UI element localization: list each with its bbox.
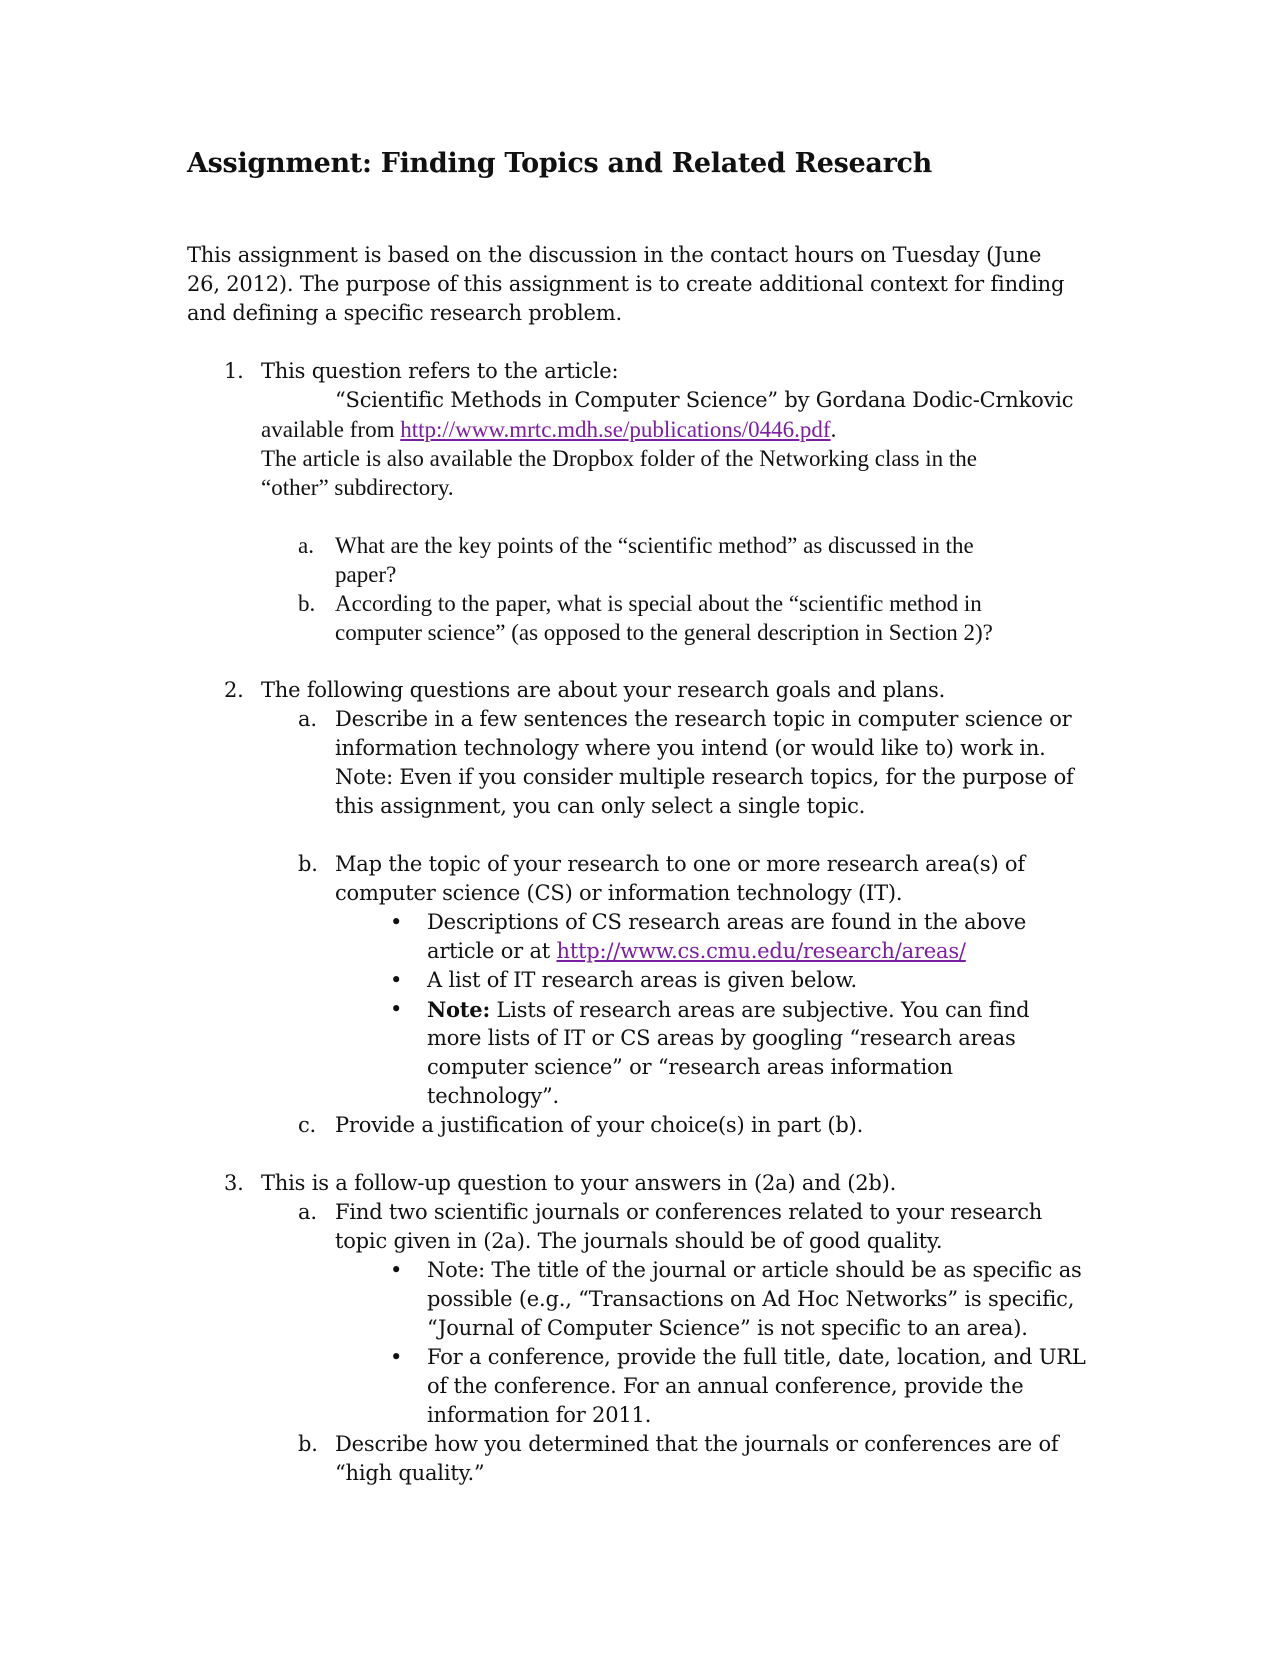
q1b-text: According to the paper, what is special about the “scientific method in (335, 591, 982, 616)
q3b-label: b. (298, 1432, 318, 1456)
q2a-text: information technology where you intend (or would like to) work in. (335, 736, 1046, 760)
q1-article-title: “Scientific Methods in Computer Science” by Gordana Dodic-Crnkovic (335, 388, 1074, 412)
q1a-label: a. (298, 533, 314, 558)
q3a-label: a. (298, 1200, 317, 1224)
q2b-bullet-text: technology”. (427, 1084, 559, 1108)
q3a-text: Find two scientific journals or conferences related to your research (335, 1200, 1043, 1224)
intro-line: This assignment is based on the discussion in the contact hours on Tuesday (June (187, 243, 1042, 267)
q1-available-suffix: . (830, 417, 837, 442)
bullet-icon: • (390, 968, 403, 992)
q2b-text: Map the topic of your research to one or more research area(s) of (335, 852, 1025, 876)
q2b-label: b. (298, 852, 318, 876)
bullet-icon: • (390, 1258, 403, 1282)
q1b-text: computer science” (as opposed to the general description in Section 2)? (335, 620, 993, 645)
article-pdf-link[interactable]: http://www.mrtc.mdh.se/publications/0446.pdf (400, 417, 831, 442)
q1b-label: b. (298, 591, 316, 616)
q2b-bullet-text (427, 995, 1029, 1025)
q3b-text: Describe how you determined that the journals or conferences are of (335, 1432, 1059, 1456)
q2b-bullet-text: more lists of IT or CS areas by googling “research areas (427, 1026, 1016, 1050)
q1-dropbox-line: The article is also available the Dropbox folder of the Networking class in the (261, 446, 977, 471)
q2c-label: c. (298, 1113, 317, 1137)
q2b-bullet-text (427, 937, 966, 966)
q2-number: 2. (224, 678, 244, 702)
q2b-bullet-text: A list of IT research areas is given below. (427, 968, 857, 992)
q3a-text: topic given in (2a). The journals should be of good quality. (335, 1229, 943, 1253)
q1a-text: What are the key points of the “scientific method” as discussed in the (335, 533, 974, 558)
q3a-bullet-text: information for 2011. (427, 1403, 652, 1427)
q2b-bullet-text: Descriptions of CS research areas are found in the above (427, 910, 1027, 934)
q1-dropbox-line: “other” subdirectory. (261, 475, 454, 500)
note-text: Lists of research areas are subjective. You can find (490, 998, 1030, 1022)
bullet-icon: • (390, 1345, 403, 1369)
q3b-text: “high quality.” (335, 1461, 485, 1485)
q2a-label: a. (298, 707, 317, 731)
bullet-icon: • (390, 997, 403, 1021)
intro-line: 26, 2012). The purpose of this assignment is to create additional context for finding (187, 272, 1065, 296)
q3a-bullet-text: possible (e.g., “Transactions on Ad Hoc Networks” is specific, (427, 1287, 1075, 1311)
q2a-text: Note: Even if you consider multiple research topics, for the purpose of (335, 765, 1074, 789)
page-title: Assignment: Finding Topics and Related Research (187, 148, 932, 179)
q1a-text: paper? (335, 562, 397, 587)
q1-available-prefix: available from (261, 417, 401, 442)
q3a-bullet-text: of the conference. For an annual conference, provide the (427, 1374, 1024, 1398)
q1-text: This question refers to the article: (261, 359, 619, 383)
q2c-text: Provide a justification of your choice(s) in part (b). (335, 1113, 864, 1137)
q1-number: 1. (224, 359, 244, 383)
q3a-bullet-text: For a conference, provide the full title, date, location, and URL (427, 1345, 1086, 1369)
q3a-bullet-text: “Journal of Computer Science” is not specific to an area). (427, 1316, 1028, 1340)
note-label: Note: (427, 997, 491, 1022)
q1-available-line (261, 415, 836, 444)
q3-text: This is a follow-up question to your answers in (2a) and (2b). (261, 1171, 897, 1195)
q2-text: The following questions are about your research goals and plans. (261, 678, 946, 702)
bullet-icon: • (390, 910, 403, 934)
q2b-text: computer science (CS) or information technology (IT). (335, 881, 903, 905)
cmu-research-areas-link[interactable]: http://www.cs.cmu.edu/research/areas/ (556, 939, 966, 963)
q2b-bullet-text: computer science” or “research areas information (427, 1055, 953, 1079)
q2b-bullet-prefix: article or at (427, 939, 557, 963)
q3a-bullet-text: Note: The title of the journal or article should be as specific as (427, 1258, 1082, 1282)
q2a-text: Describe in a few sentences the research topic in computer science or (335, 707, 1072, 731)
intro-line: and defining a specific research problem. (187, 301, 622, 325)
q2a-text: this assignment, you can only select a single topic. (335, 794, 866, 818)
q3-number: 3. (224, 1171, 244, 1195)
